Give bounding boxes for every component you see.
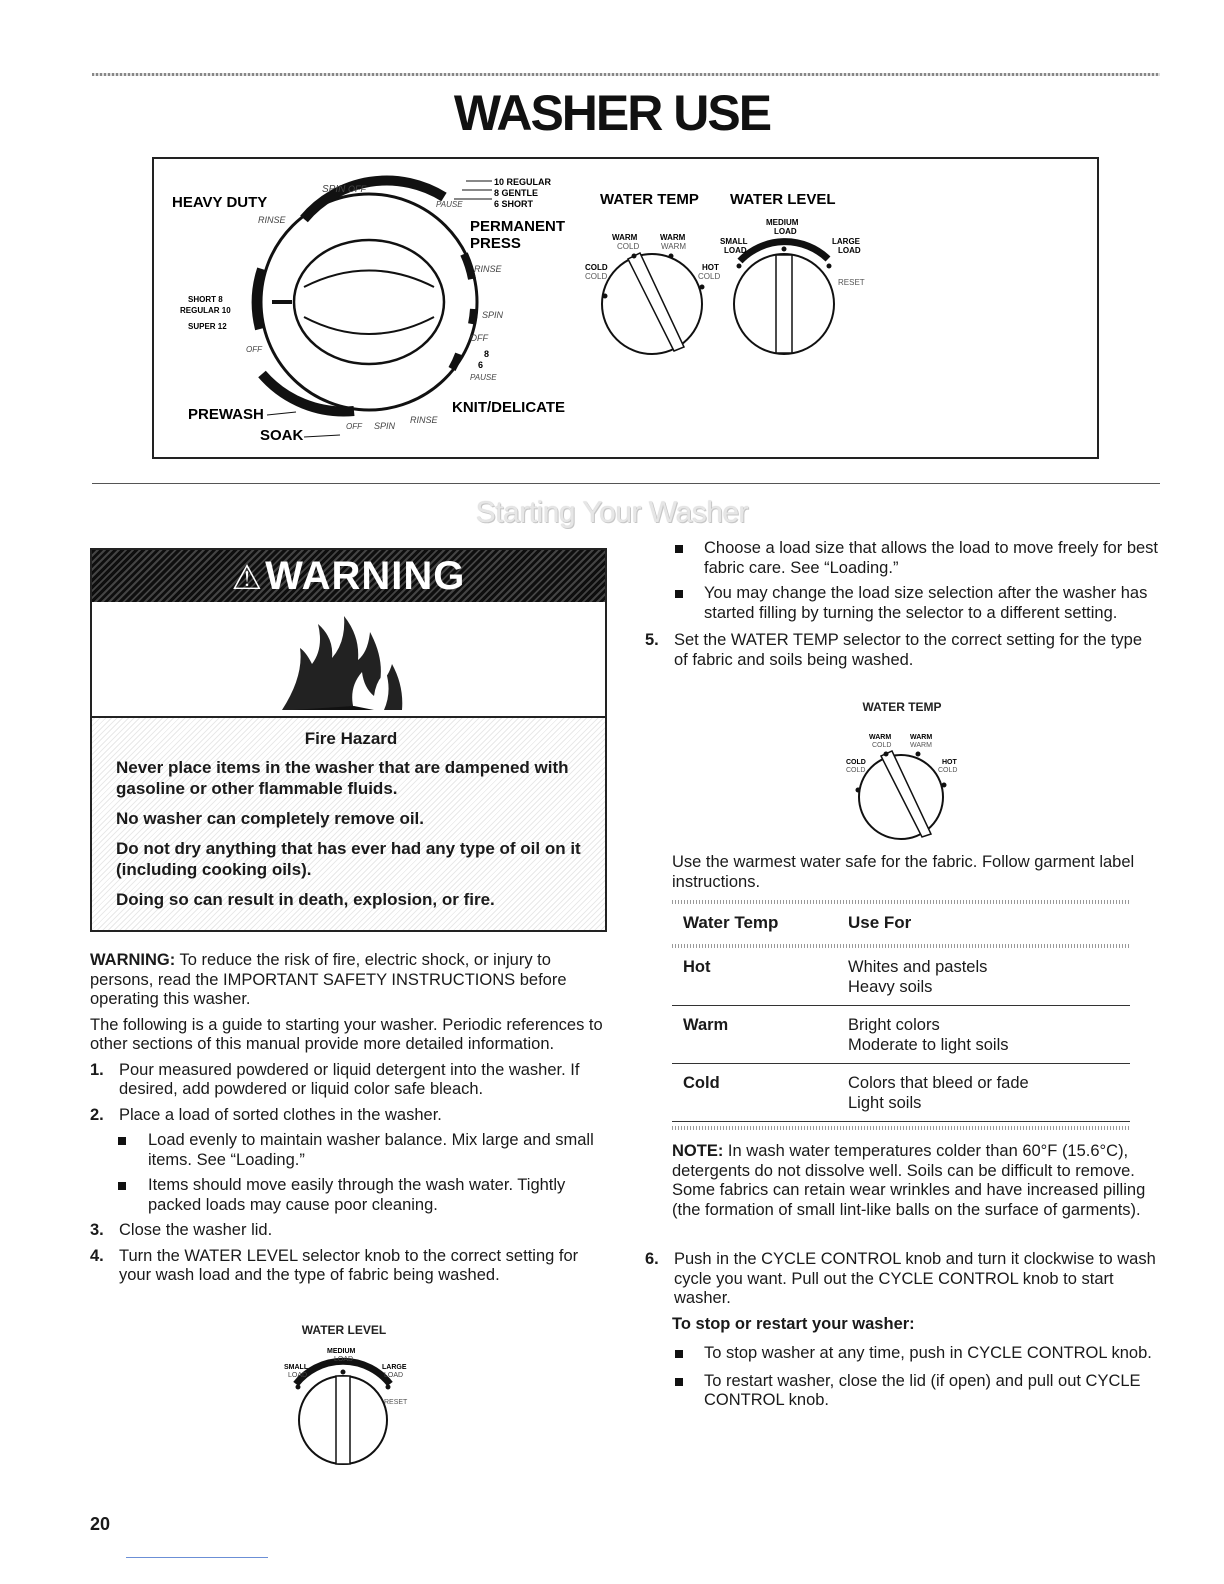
top-rule: [92, 73, 1160, 76]
water-temp-knob: [602, 253, 705, 354]
step-2-text: Place a load of sorted clothes in the washer.: [119, 1105, 442, 1124]
warning-body: To reduce the risk of fire, electric shock, or injury to persons, read the IMPORTANT SAFETY INSTRUCTIONS before operating this washer.: [90, 951, 567, 1008]
label-pause-top: PAUSE: [436, 200, 463, 209]
fire-hazard-image: [92, 602, 605, 718]
temp-label-hot: HOT: [702, 263, 719, 272]
fig-temp-cold-4: COLD: [938, 767, 958, 774]
table-header-use-for: Use For: [848, 913, 912, 932]
level-label-reset: RESET: [838, 278, 865, 287]
load-size-bullet-2: [673, 584, 1160, 623]
step-2: [90, 1106, 605, 1126]
step-6: [645, 1250, 1160, 1309]
right-column-top: [645, 539, 1160, 670]
warning-header: [92, 550, 605, 602]
warning-line-1: Never place items in the washer that are dampened with gasoline or other flammable fluids.: [116, 758, 569, 798]
step-number: 2.: [90, 1105, 104, 1124]
temp-label-cold-3: COLD: [585, 272, 608, 281]
bullet-square-icon: [675, 590, 683, 598]
warning-line-4: Doing so can result in death, explosion, or fire.: [116, 890, 495, 909]
temp-label-warm-2: WARM: [660, 233, 686, 242]
load-size-bullet-1: [673, 539, 1160, 578]
warning-triangle-icon: ⚠: [231, 559, 264, 597]
fig-temp-cold-1: COLD: [872, 742, 892, 749]
label-prewash: PREWASH: [188, 406, 264, 423]
fig-level-reset: RESET: [384, 1399, 408, 1406]
label-super-12: SUPER 12: [188, 322, 227, 331]
fig-temp-cold-3: COLD: [846, 767, 866, 774]
step-5-text: Set the WATER TEMP selector to the correct setting for the type of fabric and soils being washed.: [674, 631, 1143, 669]
warning-line-3: Do not dry anything that has ever had any type of oil on it (including cooking oils).: [116, 839, 581, 879]
label-rinse-right: RINSE: [474, 264, 502, 274]
section-divider: [92, 483, 1160, 484]
label-off-left: OFF: [246, 345, 262, 354]
table-cell-use-line-1: Colors that bleed or fade: [848, 1074, 1029, 1092]
temp-label-cold-4: COLD: [698, 272, 721, 281]
table-cell-use-line-1: Whites and pastels: [848, 958, 988, 976]
label-off-top: OFF: [348, 184, 366, 194]
note-text: In wash water temperatures colder than 60°F (15.6°C), detergents do not dissolve well. Soils can be difficult to remove. Some fabrics can retain wear wrinkles and have increased pilling (the formation of small lint-like balls on the surface of garments).: [672, 1142, 1146, 1219]
fig-level-small: SMALL: [284, 1364, 309, 1371]
warning-header-text: WARNING: [265, 554, 466, 598]
note-label: NOTE:: [672, 1142, 724, 1160]
section-title: Starting Your Washer: [475, 496, 749, 529]
table-cell-use-line-2: Moderate to light soils: [848, 1035, 1009, 1054]
level-label-medium: MEDIUM: [766, 218, 799, 227]
fig-temp-warm-2: WARM: [910, 734, 933, 741]
label-permanent: PERMANENT: [470, 218, 566, 235]
fig-temp-warm-1: WARM: [869, 734, 892, 741]
table-cell-temp: Hot: [683, 958, 711, 976]
warmest-water-text: Use the warmest water safe for the fabric. Follow garment label instructions.: [672, 853, 1135, 891]
right-column-bottom: [672, 1142, 1160, 1220]
label-regular-10: REGULAR 10: [180, 306, 231, 315]
step-4: [90, 1247, 605, 1286]
label-spin-bottom: SPIN: [374, 421, 396, 431]
step-1-text: Pour measured powdered or liquid detergent into the washer. If desired, add powdered or liquid color safe bleach.: [119, 1060, 580, 1098]
fig-temp-warm-3: WARM: [910, 742, 932, 749]
water-level-knob: [734, 242, 834, 354]
left-column: [90, 951, 605, 1286]
table-row: [672, 1006, 1130, 1064]
warning-box: [90, 548, 607, 932]
label-10-regular: 10 REGULAR: [494, 177, 552, 187]
label-short-8: SHORT 8: [188, 295, 223, 304]
level-label-large: LARGE: [832, 237, 860, 246]
temp-label-warm-3: WARM: [661, 242, 687, 251]
label-off-right: OFF: [470, 333, 488, 343]
level-label-load-3: LOAD: [838, 246, 861, 255]
warning-label: WARNING:: [90, 951, 176, 969]
stop-bullet-2: [673, 1372, 1160, 1411]
table-header-row: [672, 904, 1130, 944]
step-3: [90, 1221, 605, 1241]
fig-level-load-2: LOAD: [288, 1372, 308, 1379]
water-temp-figure-label: WATER TEMP: [862, 700, 942, 714]
fig-level-load-3: LOAD: [384, 1372, 404, 1379]
fire-hazard-heading: Fire Hazard: [304, 729, 398, 748]
level-label-small: SMALL: [720, 237, 748, 246]
table-cell-use-line-2: Heavy soils: [848, 977, 933, 996]
label-rinse-top: RINSE: [258, 215, 286, 225]
step-2-bullet-2: [90, 1176, 605, 1215]
label-pause-right: PAUSE: [470, 373, 497, 382]
table-cell-use: [848, 1016, 1130, 1055]
label-num-6: 6: [478, 360, 484, 370]
stop-bullet-2-text: To restart washer, close the lid (if open) and pull out CYCLE CONTROL knob.: [704, 1371, 1141, 1409]
label-spin-top: SPIN: [322, 184, 346, 195]
label-off-bottom: OFF: [346, 422, 362, 431]
flame-icon: [92, 602, 605, 716]
label-knit-delicate: KNIT/DELICATE: [452, 399, 566, 416]
warning-text: [116, 728, 586, 919]
bullet-square-icon: [675, 1350, 683, 1358]
fig-level-medium: MEDIUM: [327, 1348, 356, 1355]
page-title: WASHER USE: [453, 85, 771, 141]
bullet-square-icon: [118, 1137, 126, 1145]
table-row: [672, 948, 1130, 1006]
step-6-text: Push in the CYCLE CONTROL knob and turn it clockwise to wash cycle you want. Pull out the CYCLE CONTROL knob to start washer.: [674, 1250, 1156, 1307]
table-cell-temp: Cold: [683, 1074, 720, 1092]
stop-restart-heading: To stop or restart your washer:: [672, 1314, 915, 1333]
table-header-water-temp: Water Temp: [683, 913, 779, 932]
intro-paragraph: The following is a guide to starting your washer. Periodic references to other sections of this manual provide more detailed information.: [90, 1015, 603, 1053]
temp-label-cold-2: COLD: [585, 263, 608, 272]
water-temp-table: [672, 900, 1130, 1130]
table-cell-use-line-2: Light soils: [848, 1093, 922, 1112]
label-spin-right: SPIN: [482, 310, 504, 320]
water-temp-figure: [836, 730, 966, 845]
page-number: 20: [90, 1514, 111, 1534]
water-level-figure: [270, 1342, 420, 1467]
fig-level-load-1: LOAD: [334, 1356, 354, 1363]
fig-temp-hot: HOT: [942, 759, 957, 766]
load-size-bullet-1-text: Choose a load size that allows the load to move freely for best fabric care. See “Loading.”: [704, 539, 1158, 577]
footer-line: [126, 1557, 268, 1558]
table-row: [672, 1064, 1130, 1122]
step-number: 1.: [90, 1060, 104, 1079]
control-panel-illustration: [152, 157, 1099, 459]
bullet-square-icon: [118, 1182, 126, 1190]
water-temp-title: WATER TEMP: [600, 191, 699, 208]
table-cell-use: [848, 1074, 1130, 1113]
fig-level-large: LARGE: [382, 1364, 407, 1371]
water-level-title: WATER LEVEL: [730, 191, 836, 208]
table-cell-use: [848, 958, 1130, 997]
level-label-load-2: LOAD: [724, 246, 747, 255]
stop-bullet-1: [673, 1344, 1160, 1364]
load-size-bullet-2-text: You may change the load size selection after the washer has started filling by turning the selector to a different setting.: [704, 584, 1148, 622]
cycle-control-dial: [257, 181, 492, 412]
right-column-steps: [645, 1250, 1160, 1411]
level-label-load-1: LOAD: [774, 227, 797, 236]
step-number: 3.: [90, 1221, 104, 1239]
warning-line-2: No washer can completely remove oil.: [116, 809, 425, 828]
label-6-short: 6 SHORT: [494, 199, 534, 209]
label-soak: SOAK: [260, 427, 304, 444]
step-number: 4.: [90, 1246, 104, 1265]
table-cell-temp: Warm: [683, 1016, 729, 1034]
label-heavy-duty: HEAVY DUTY: [172, 194, 268, 211]
step-2-bullet-2-text: Items should move easily through the wash water. Tightly packed loads may cause poor cleaning.: [148, 1176, 566, 1214]
step-4-text: Turn the WATER LEVEL selector knob to the correct setting for your wash load and the type of fabric being washed.: [119, 1246, 579, 1284]
label-press: PRESS: [470, 235, 521, 252]
step-3-text: Close the washer lid.: [119, 1221, 273, 1239]
safety-warning-paragraph: [90, 951, 605, 1010]
table-bottom-rule: [672, 1126, 1130, 1130]
note-paragraph: [672, 1142, 1160, 1220]
step-5: [645, 631, 1160, 670]
table-cell-use-line-1: Bright colors: [848, 1016, 940, 1034]
control-panel-svg: [154, 159, 1097, 457]
step-number: 6.: [645, 1250, 659, 1268]
fig-temp-cold-2: COLD: [846, 759, 866, 766]
water-level-figure-label: WATER LEVEL: [301, 1323, 387, 1337]
bullet-square-icon: [675, 545, 683, 553]
stop-bullet-1-text: To stop washer at any time, push in CYCLE CONTROL knob.: [704, 1344, 1152, 1362]
temp-label-cold-1: COLD: [617, 242, 640, 251]
label-rinse-bottom: RINSE: [410, 415, 438, 425]
step-1: [90, 1061, 605, 1100]
step-2-bullet-1-text: Load evenly to maintain washer balance. Mix large and small items. See “Loading.”: [148, 1131, 594, 1169]
step-number: 5.: [645, 631, 659, 649]
label-num-8: 8: [484, 349, 490, 359]
bullet-square-icon: [675, 1378, 683, 1386]
label-8-gentle: 8 GENTLE: [494, 188, 539, 198]
temp-label-warm-1: WARM: [612, 233, 638, 242]
step-2-bullet-1: [90, 1131, 605, 1170]
